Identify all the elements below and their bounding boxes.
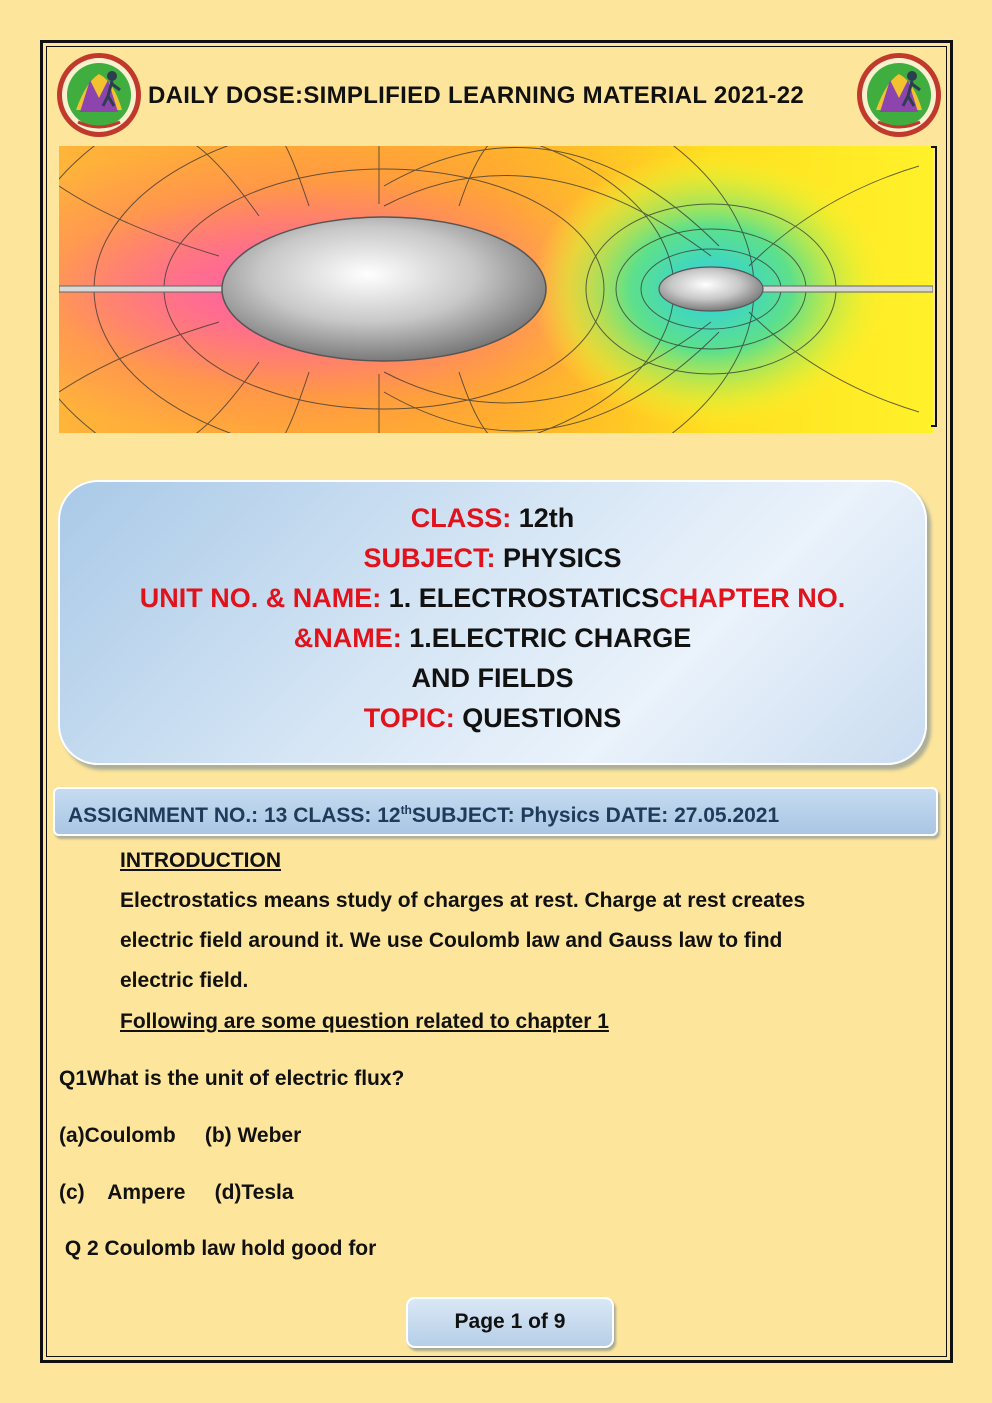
following-questions-heading: Following are some question related to chapter 1: [120, 1010, 609, 1033]
class-line: [58, 498, 927, 538]
unit-value: 1. ELECTROSTATICS: [388, 583, 660, 613]
school-logo-right: [856, 52, 942, 138]
school-logo-left: [56, 52, 142, 138]
question-1-options-row-1: (a)Coulomb (b) Weber: [59, 1124, 302, 1147]
page-number-box: Page 1 of 9: [406, 1297, 614, 1348]
intro-line-2: electric field around it. We use Coulomb law and Gauss law to find: [120, 929, 783, 952]
question-1-options-row-2: (c) Ampere (d)Tesla: [59, 1181, 294, 1204]
assignment-suffix: SUBJECT: Physics DATE: 27.05.2021: [411, 804, 780, 827]
chapter-value-part2: AND FIELDS: [411, 663, 574, 693]
intro-line-3: electric field.: [120, 969, 249, 992]
subject-label: SUBJECT:: [363, 543, 496, 573]
topic-label: TOPIC:: [363, 703, 455, 733]
chapter-label-part2: &NAME:: [293, 623, 402, 653]
chapter-label-part1: CHAPTER NO.: [659, 583, 846, 613]
unit-line: [58, 578, 927, 618]
question-1: Q1What is the unit of electric flux?: [59, 1067, 405, 1090]
subject-line: [58, 538, 927, 578]
intro-line-1: Electrostatics means study of charges at rest. Charge at rest creates: [120, 889, 806, 912]
header-title: DAILY DOSE:SIMPLIFIED LEARNING MATERIAL 2021-22: [148, 82, 804, 109]
introduction-heading: INTRODUCTION: [120, 849, 281, 872]
assignment-info-bar: [53, 787, 938, 836]
banner-edge-bracket: [931, 146, 937, 427]
chapter-line: [58, 618, 927, 658]
topic-value: QUESTIONS: [462, 703, 622, 733]
question-2: Q 2 Coulomb law hold good for: [59, 1237, 377, 1260]
chapter-value-part1: 1.ELECTRIC CHARGE: [409, 623, 692, 653]
electric-field-banner: [59, 146, 933, 433]
assignment-prefix: ASSIGNMENT NO.: 13 CLASS: 12: [68, 804, 401, 827]
class-subject-info-box: [58, 480, 927, 765]
chapter-line-2: [58, 658, 927, 698]
unit-label: UNIT NO. & NAME:: [139, 583, 382, 613]
topic-line: [58, 698, 927, 738]
subject-value: PHYSICS: [503, 543, 622, 573]
class-value: 12th: [518, 503, 575, 533]
class-label: CLASS:: [410, 503, 512, 533]
assignment-superscript: th: [400, 803, 412, 817]
